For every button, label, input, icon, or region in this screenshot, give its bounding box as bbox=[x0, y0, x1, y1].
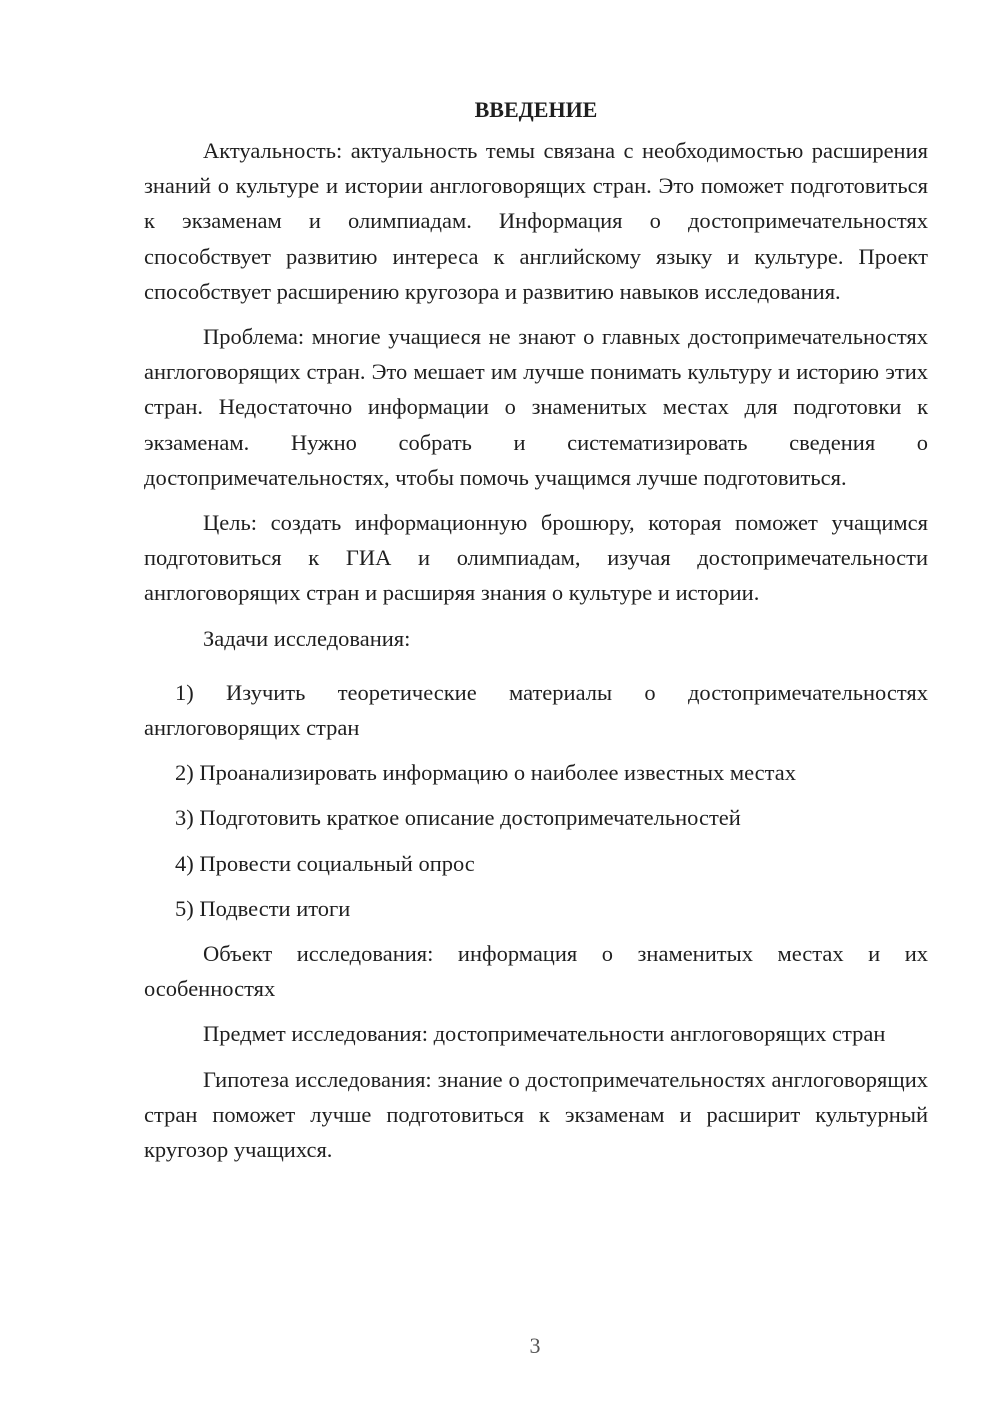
page-number: 3 bbox=[529, 1333, 541, 1358]
page-content bbox=[144, 92, 928, 1177]
task-item: 5) Подвести итоги bbox=[175, 895, 351, 921]
object-paragraph: Объект исследования: информация о знаменитых местах и их особенностях bbox=[144, 941, 928, 1002]
task-item: 3) Подготовить краткое описание достопримечательностей bbox=[175, 805, 741, 831]
goal-paragraph: Цель: создать информационную брошюру, которая поможет учащимся подготовиться к ГИА и олимпиадам, изучая достопримечательности англоговорящих стран и расширяя знания о культуре и истории. bbox=[144, 510, 928, 606]
hypothesis-paragraph: Гипотеза исследования: знание о достопримечательностях англоговорящих стран поможет лучше подготовиться к экзаменам и расширит культурный кругозор учащихся. bbox=[144, 1066, 928, 1163]
task-item: 2) Проанализировать информацию о наиболее известных местах bbox=[175, 760, 796, 786]
tasks-title: Задачи исследования: bbox=[203, 625, 411, 651]
relevance-paragraph: Актуальность: актуальность темы связана с необходимостью расширения знаний о культуре и истории англоговорящих стран. Это поможет подготовиться к экзаменам и олимпиадам. Информация о достопримечательностях способствует развитию интереса к английскому языку и культуре. Проект способствует расширению кругозора и развитию навыков исследования. bbox=[144, 138, 928, 304]
task-item: 4) Провести социальный опрос bbox=[175, 850, 475, 876]
problem-paragraph: Проблема: многие учащиеся не знают о главных достопримечательностях англоговорящих стран. Это мешает им лучше понимать культуру и историю этих стран. Недостаточно информации о знаменитых местах для подготовки к экзаменам. Нужно собрать и систематизировать сведения о достопримечательностях, чтобы помочь учащимся лучше подготовиться. bbox=[144, 324, 928, 490]
section-heading: ВВЕДЕНИЕ bbox=[474, 97, 598, 122]
subject-paragraph: Предмет исследования: достопримечательности англоговорящих стран bbox=[203, 1021, 886, 1047]
task-item: 1) Изучить теоретические материалы о достопримечательностях англоговорящих стран bbox=[144, 679, 928, 741]
